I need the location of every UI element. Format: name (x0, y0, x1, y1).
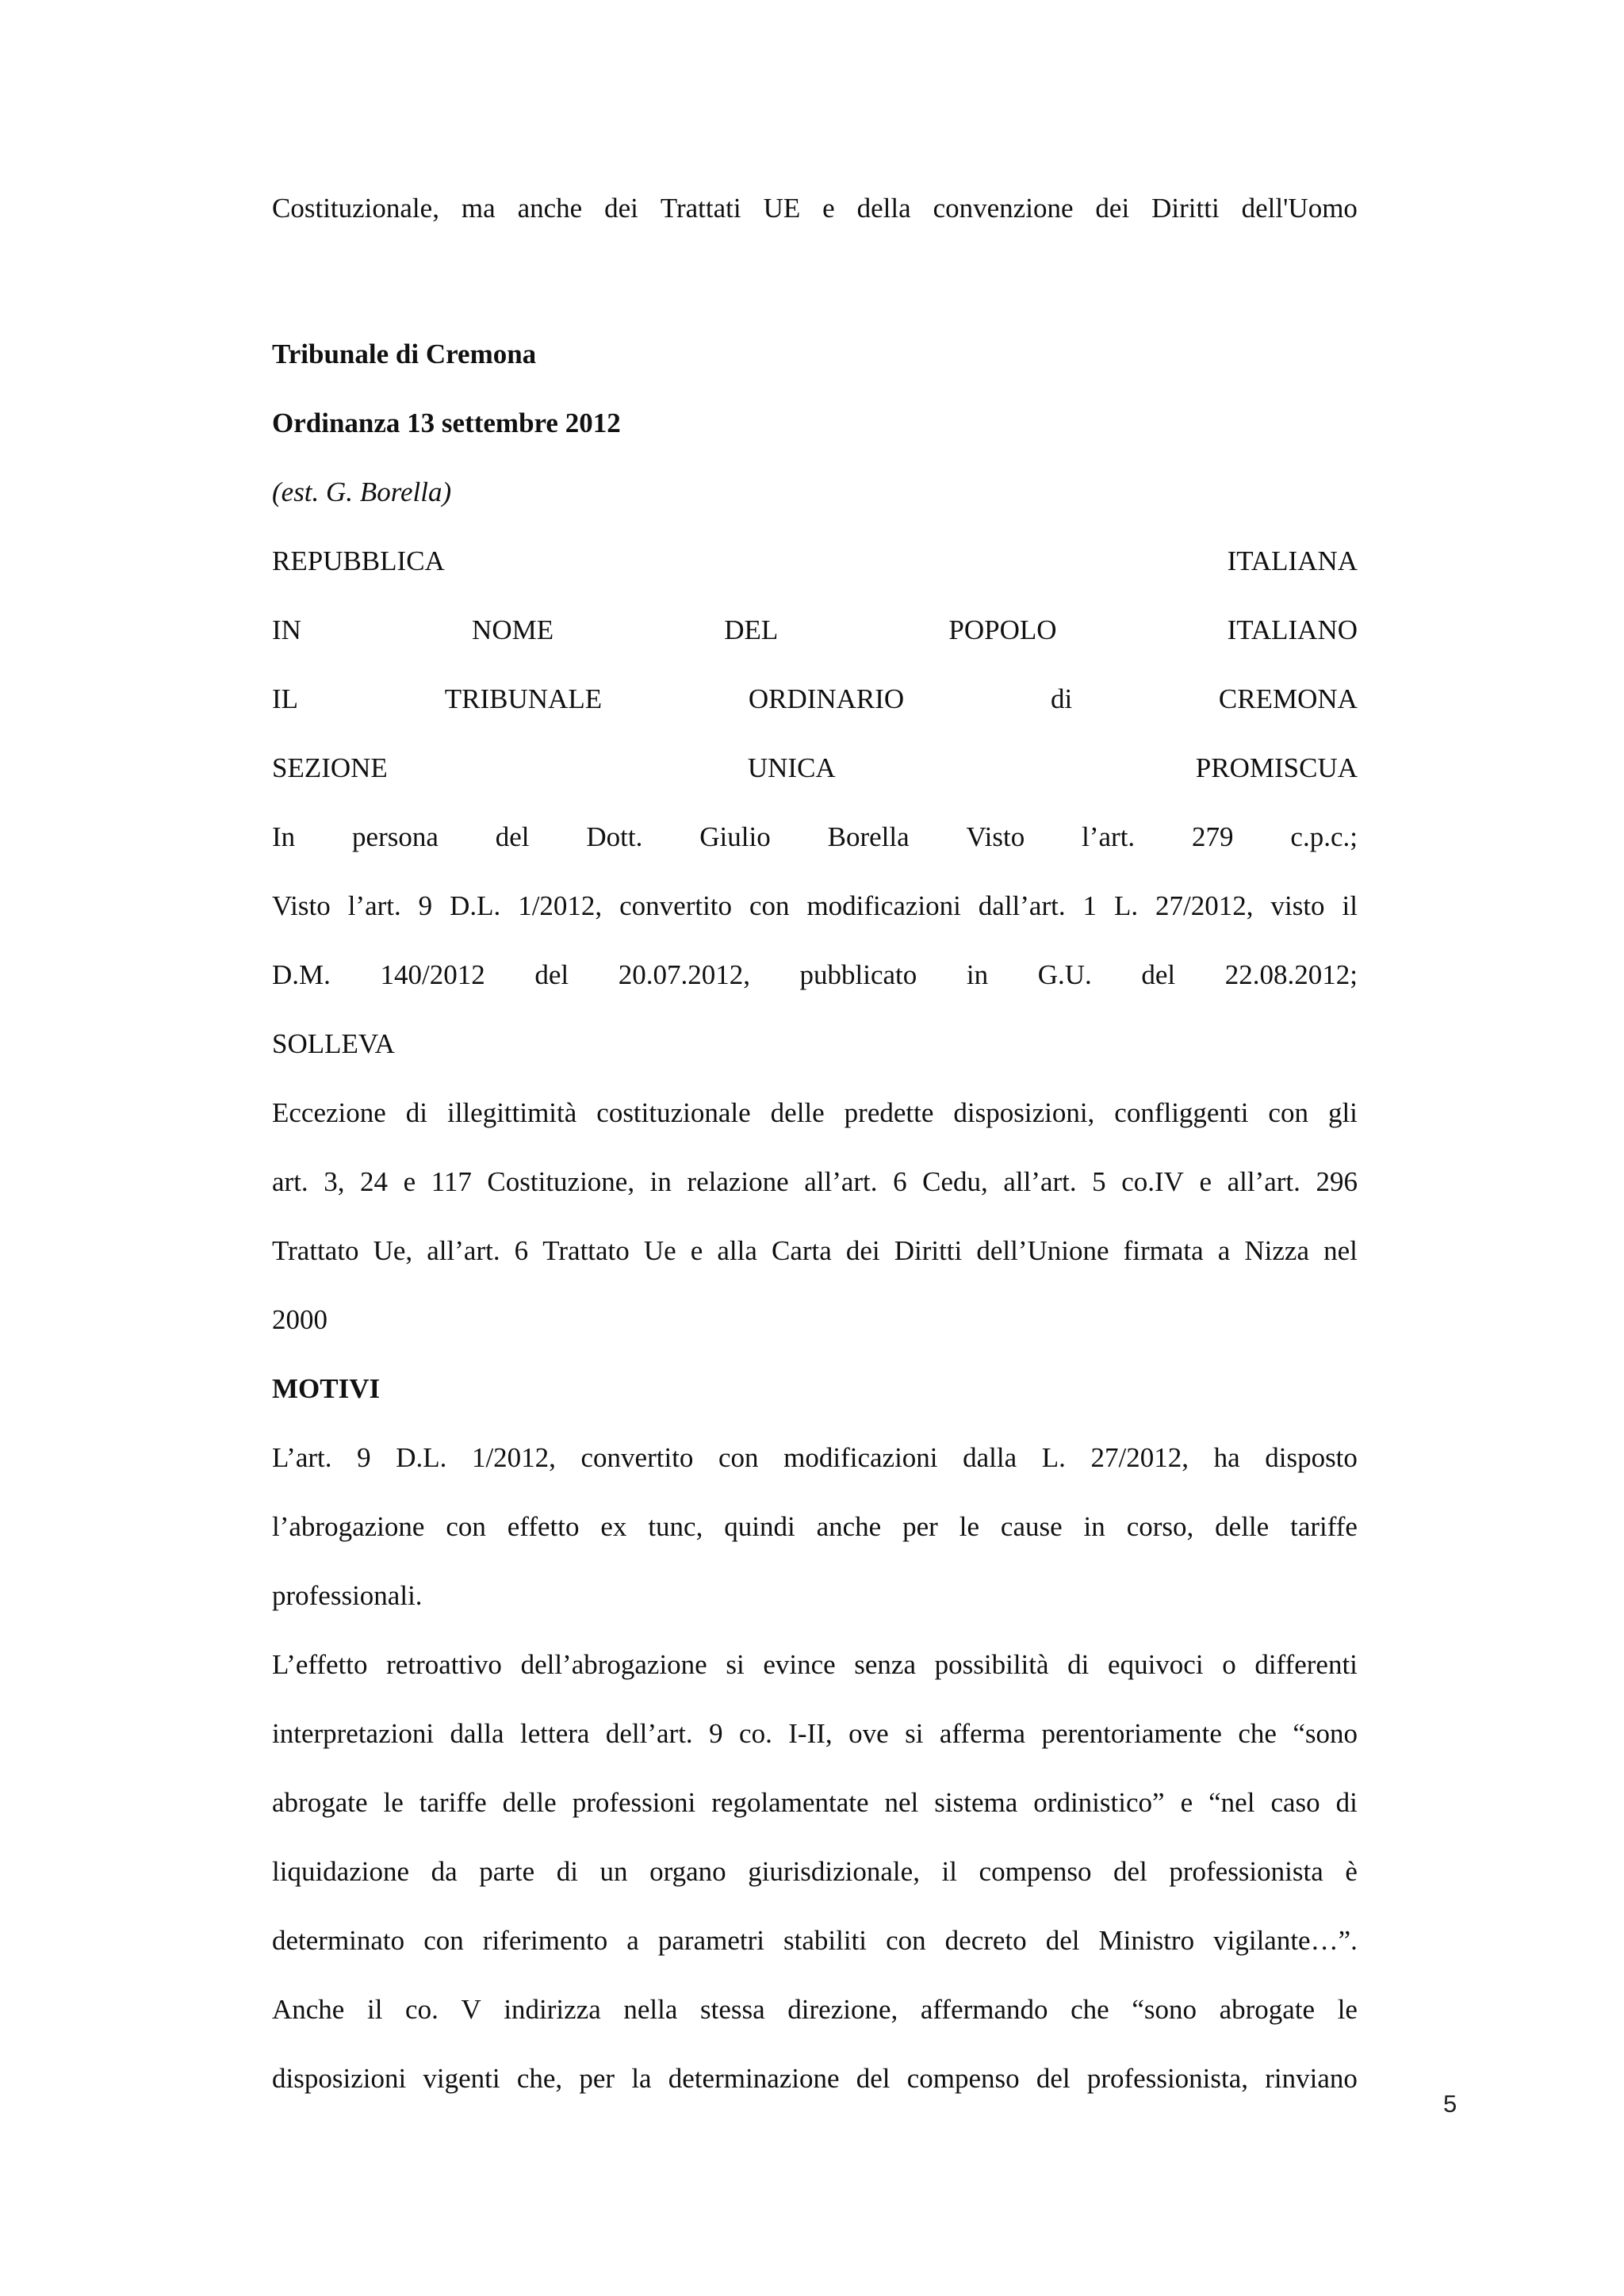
text-line: In persona del Dott. Giulio Borella Visto l’art. 279 c.p.c.; (272, 821, 1358, 852)
text-line: art. 3, 24 e 117 Costituzione, in relazione all’art. 6 Cedu, all’art. 5 co.IV e all’art. 296 (272, 1166, 1358, 1197)
text-line: REPUBBLICA ITALIANA (272, 545, 1358, 576)
judge-attribution: (est. G. Borella) (272, 476, 452, 507)
text-line: D.M. 140/2012 del 20.07.2012, pubblicato in G.U. del 22.08.2012; (272, 959, 1358, 990)
text-line: disposizioni vigenti che, per la determinazione del compenso del professionista, rinviano (272, 2063, 1358, 2094)
ordinance-date-heading: Ordinanza 13 settembre 2012 (272, 408, 621, 438)
text-line: SOLLEVA (272, 1028, 395, 1059)
section-heading-motivi: MOTIVI (272, 1373, 381, 1404)
text-line: determinato con riferimento a parametri stabiliti con decreto del Ministro vigilante…”. (272, 1925, 1358, 1956)
text-line: l’abrogazione con effetto ex tunc, quindi anche per le cause in corso, delle tariffe (272, 1511, 1358, 1542)
text-line: IL TRIBUNALE ORDINARIO di CREMONA (272, 683, 1358, 714)
text-line: SEZIONE UNICA PROMISCUA (272, 752, 1358, 783)
text-line: 2000 (272, 1304, 327, 1335)
text-line: Eccezione di illegittimità costituzionale delle predette disposizioni, confliggenti con gli (272, 1097, 1358, 1128)
text-line: Trattato Ue, all’art. 6 Trattato Ue e alla Carta dei Diritti dell’Unione firmata a Nizza nel (272, 1235, 1358, 1266)
page-number: 5 (1443, 2090, 1457, 2118)
text-line: professionali. (272, 1580, 423, 1611)
text-line: Costituzionale, ma anche dei Trattati UE e della convenzione dei Diritti dell'Uomo (272, 193, 1358, 224)
text-line: abrogate le tariffe delle professioni regolamentate nel sistema ordinistico” e “nel caso di (272, 1787, 1358, 1818)
text-line: L’effetto retroattivo dell’abrogazione si evince senza possibilità di equivoci o differenti (272, 1649, 1358, 1680)
text-line: L’art. 9 D.L. 1/2012, convertito con modificazioni dalla L. 27/2012, ha disposto (272, 1442, 1358, 1473)
court-name-heading: Tribunale di Cremona (272, 339, 537, 369)
text-line: IN NOME DEL POPOLO ITALIANO (272, 614, 1358, 645)
text-line: Anche il co. V indirizza nella stessa direzione, affermando che “sono abrogate le (272, 1994, 1358, 2025)
text-line: interpretazioni dalla lettera dell’art. 9 co. I-II, ove si afferma perentoriamente che “sono (272, 1718, 1358, 1749)
text-line: liquidazione da parte di un organo giurisdizionale, il compenso del professionista è (272, 1856, 1358, 1887)
text-line: Visto l’art. 9 D.L. 1/2012, convertito con modificazioni dall’art. 1 L. 27/2012, visto il (272, 890, 1358, 921)
